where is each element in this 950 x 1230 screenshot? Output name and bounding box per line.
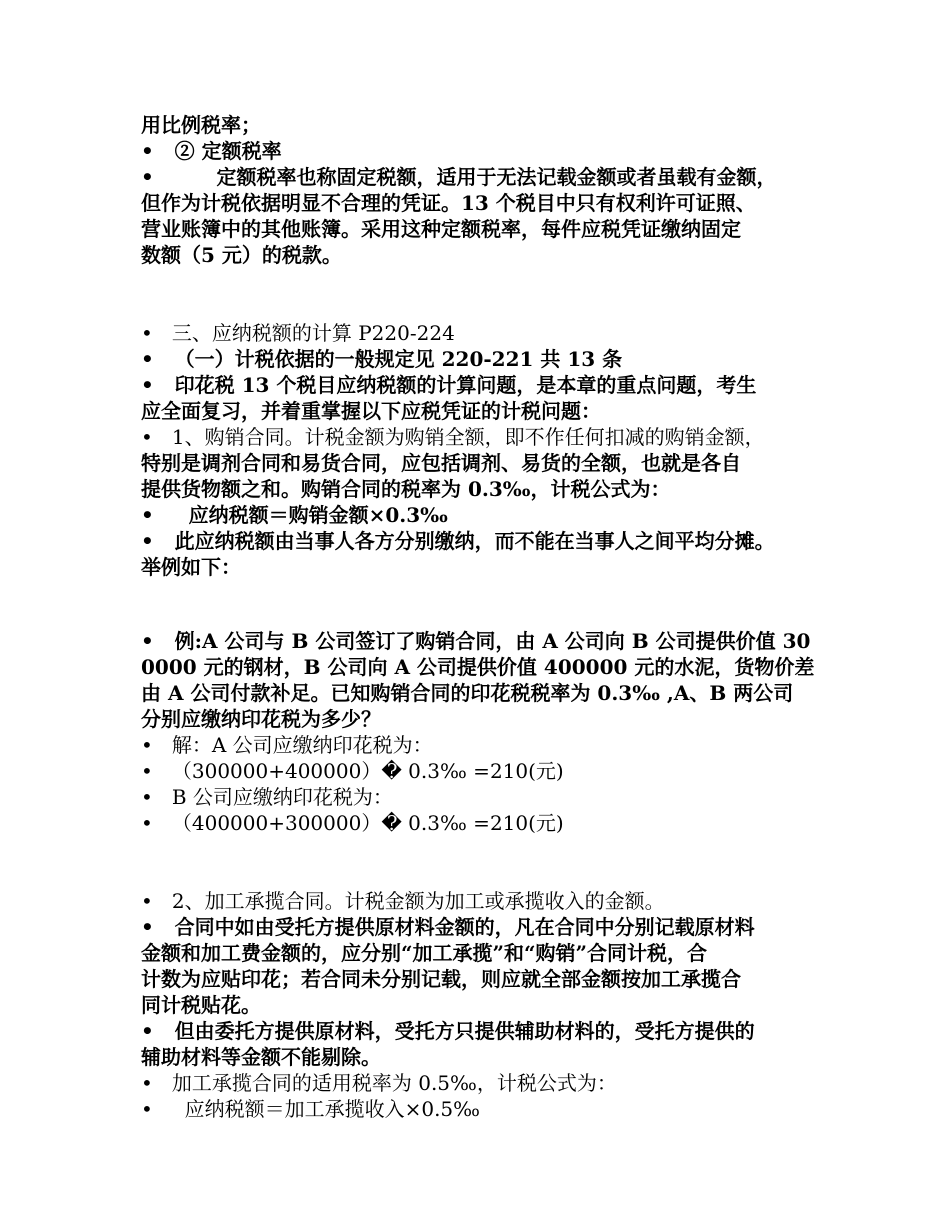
text-line: • B 公司应缴纳印花税为： bbox=[141, 785, 393, 809]
text-line: • 应纳税额＝加工承揽收入×0.5‰ bbox=[141, 1097, 480, 1121]
text-line: • 1、购销合同。计税金额为购销全额，即不作任何扣减的购销金额， bbox=[141, 425, 765, 449]
text-line: 营业账簿中的其他账簿。采用这种定额税率，每件应税凭证缴纳固定 bbox=[141, 217, 741, 241]
blank-line bbox=[141, 580, 831, 606]
text-line: 金额和加工费金额的，应分别“加工承揽”和“购销”合同计税，合 bbox=[141, 941, 708, 965]
text-line: • （300000+400000）� 0.3‰ =210(元) bbox=[141, 759, 564, 783]
text-line: • 合同中如由受托方提供原材料金额的，凡在合同中分别记载原材料 bbox=[141, 915, 755, 939]
text-line: • （一）计税依据的一般规定见 220-221 共 13 条 bbox=[141, 347, 623, 371]
document-page bbox=[141, 112, 831, 1122]
text-line: • （400000+300000）� 0.3‰ =210(元) bbox=[141, 811, 564, 835]
text-line: • 例:A 公司与 B 公司签订了购销合同，由 A 公司向 B 公司提供价值 30 bbox=[141, 629, 811, 653]
text-line: • 加工承揽合同的适用税率为 0.5‰，计税公式为： bbox=[141, 1071, 617, 1095]
text-line: • 但由委托方提供原材料，受托方只提供辅助材料的，受托方提供的 bbox=[141, 1019, 755, 1043]
text-line: • 印花税 13 个税目应纳税额的计算问题，是本章的重点问题，考生 bbox=[141, 373, 757, 397]
text-line: 提供货物额之和。购销合同的税率为 0.3‰，计税公式为： bbox=[141, 477, 671, 501]
text-line: • 此应纳税额由当事人各方分别缴纳，而不能在当事人之间平均分摊。 bbox=[141, 529, 775, 553]
text-line: 但作为计税依据明显不合理的凭证。13 个税目中只有权利许可证照、 bbox=[141, 191, 756, 215]
blank-line bbox=[141, 268, 831, 294]
text-line: 特别是调剂合同和易货合同，应包括调剂、易货的全额，也就是各自 bbox=[141, 451, 741, 475]
blank-line bbox=[141, 862, 831, 888]
text-line: • 2、加工承揽合同。计税金额为加工或承揽收入的金额。 bbox=[141, 889, 665, 913]
text-line: 分别应缴纳印花税为多少？ bbox=[141, 707, 381, 731]
text-line: 数额（5 元）的税款。 bbox=[141, 243, 342, 267]
blank-line bbox=[141, 836, 831, 862]
text-line: • 应纳税额＝购销金额×0.3‰ bbox=[141, 503, 448, 527]
text-line: • 定额税率也称固定税额，适用于无法记载金额或者虽载有金额， bbox=[141, 165, 777, 189]
text-line: 举例如下： bbox=[141, 555, 241, 579]
text-line: 辅助材料等金额不能剔除。 bbox=[141, 1045, 381, 1069]
text-line: 0000 元的钢材，B 公司向 A 公司提供价值 400000 元的水泥，货物价差 bbox=[141, 655, 815, 679]
text-line: 用比例税率； bbox=[141, 113, 261, 137]
text-line: 同计税贴花。 bbox=[141, 993, 261, 1017]
text-line: • ② 定额税率 bbox=[141, 139, 282, 163]
blank-line bbox=[141, 294, 831, 320]
text-line: • 三、应纳税额的计算 P220-224 bbox=[141, 321, 455, 345]
text-line: 计数为应贴印花；若合同未分别记载，则应就全部金额按加工承揽合 bbox=[141, 967, 741, 991]
blank-line bbox=[141, 606, 831, 628]
text-line: • 解：A 公司应缴纳印花税为： bbox=[141, 733, 433, 757]
text-line: 由 A 公司付款补足。已知购销合同的印花税税率为 0.3‰ ,A、B 两公司 bbox=[141, 681, 794, 705]
text-line: 应全面复习，并着重掌握以下应税凭证的计税问题： bbox=[141, 399, 601, 423]
